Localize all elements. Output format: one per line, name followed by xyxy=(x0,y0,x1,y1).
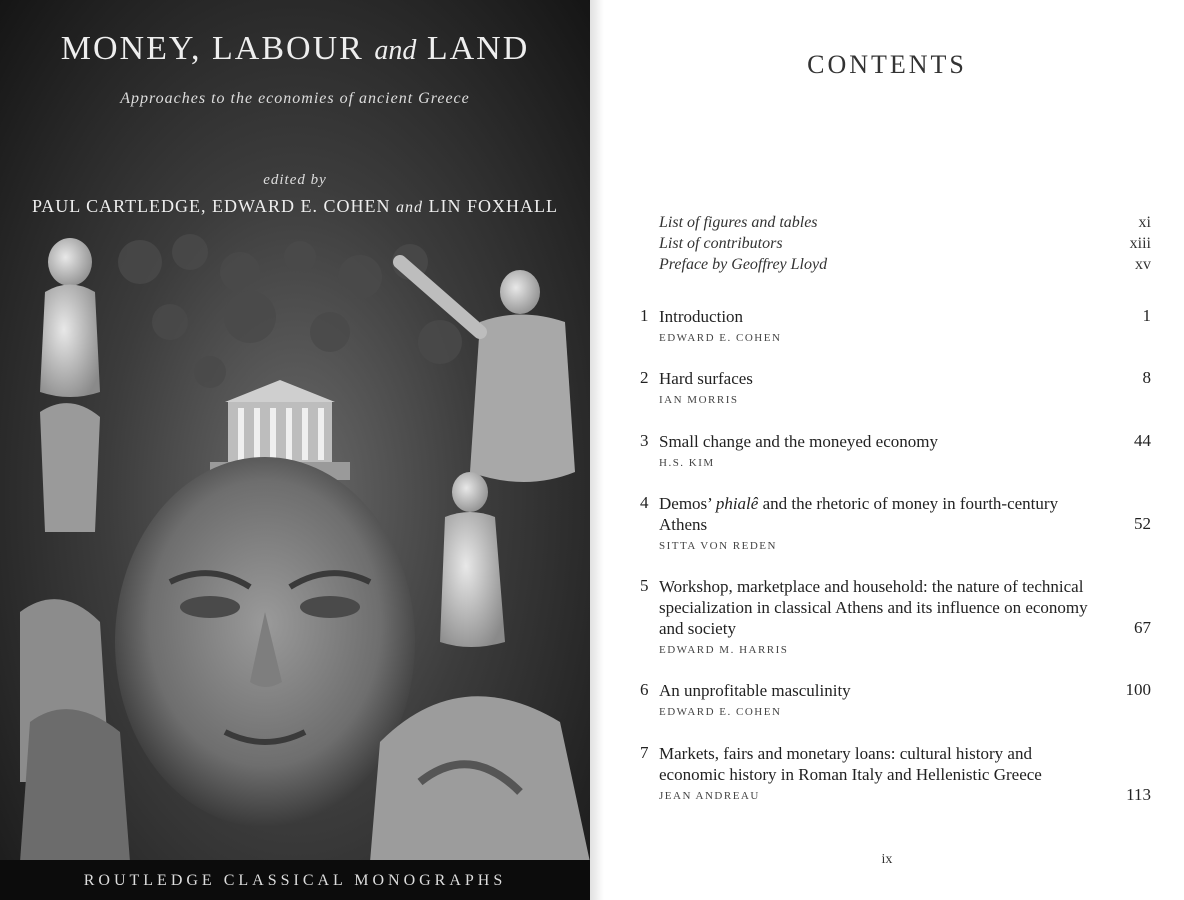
chapter-author: EDWARD E. COHEN xyxy=(659,706,782,718)
chapter-entry-2[interactable] xyxy=(630,368,1151,406)
chapter-title: Demos’ phialê and the rhetoric of money in fourth-century Athens xyxy=(659,494,1059,534)
page-folio: ix xyxy=(881,852,893,867)
cover-editors: PAUL CARTLEDGE, EDWARD E. COHEN and LIN FOXHALL xyxy=(31,196,559,216)
laocoon-group xyxy=(370,696,590,862)
chapter-number: 7 xyxy=(640,743,649,762)
chapter-title: Workshop, marketplace and household: the nature of technical specialization in classical Athens and its influence on economy and society xyxy=(659,577,1088,638)
chapter-title: An unprofitable masculinity xyxy=(659,681,851,700)
chapter-author: EDWARD M. HARRIS xyxy=(659,644,789,656)
chapter-page: 67 xyxy=(1134,618,1151,637)
chapter-author: H.S. KIM xyxy=(659,457,715,469)
chapter-page: 52 xyxy=(1134,514,1151,533)
cover-subtitle: Approaches to the economies of ancient Greece xyxy=(120,90,470,107)
front-matter-page: xiii xyxy=(1129,235,1151,252)
front-matter-item[interactable] xyxy=(659,256,1151,274)
contents-page xyxy=(590,0,1184,900)
cover-collage-image xyxy=(0,222,590,862)
chapter-page: 100 xyxy=(1125,680,1151,699)
chapter-number: 1 xyxy=(640,306,649,325)
lower-left-statues xyxy=(20,599,130,862)
chapter-page: 1 xyxy=(1142,306,1151,325)
chapter-number: 6 xyxy=(640,680,649,699)
chapter-title: Small change and the moneyed economy xyxy=(659,432,938,451)
chapter-number: 4 xyxy=(640,493,649,512)
chapter-entry-4[interactable] xyxy=(630,493,1151,552)
chapter-entry-3[interactable] xyxy=(630,431,1151,469)
front-matter-title: List of figures and tables xyxy=(659,214,818,231)
chapter-entry-5[interactable] xyxy=(630,576,1151,656)
cover-edited-by: edited by xyxy=(263,172,327,188)
front-matter-title: Preface by Geoffrey Lloyd xyxy=(659,256,828,273)
chapter-title: Markets, fairs and monetary loans: cultural history and economic history in Roman Italy and Hellenistic Greece xyxy=(659,744,1042,784)
gutter-shadow xyxy=(590,0,604,900)
chapter-author: SITTA VON REDEN xyxy=(659,540,777,552)
chapter-entry-1[interactable] xyxy=(630,306,1151,344)
contents-heading: CONTENTS xyxy=(807,50,967,79)
chapter-number: 3 xyxy=(640,431,649,450)
chapter-page: 113 xyxy=(1126,785,1151,804)
front-matter-page: xv xyxy=(1135,256,1151,273)
chapter-number: 2 xyxy=(640,368,649,387)
series-banner: ROUTLEDGE CLASSICAL MONOGRAPHS xyxy=(0,860,590,900)
chapter-author: JEAN ANDREAU xyxy=(659,790,760,802)
front-matter-title: List of contributors xyxy=(659,235,783,252)
chapter-page: 44 xyxy=(1134,431,1151,450)
greek-head-sculpture xyxy=(115,457,415,827)
chapter-author: IAN MORRIS xyxy=(659,394,739,406)
chapter-page: 8 xyxy=(1142,368,1151,387)
cover-title: MONEY, LABOUR and LAND xyxy=(60,30,530,67)
book-cover xyxy=(0,0,590,900)
chapter-number: 5 xyxy=(640,576,649,595)
chapter-entry-7[interactable] xyxy=(630,743,1151,802)
chapter-author: EDWARD E. COHEN xyxy=(659,332,782,344)
chapter-title: Introduction xyxy=(659,307,744,326)
front-matter-page: xi xyxy=(1138,214,1151,231)
nymph-statue xyxy=(440,472,505,647)
front-matter-item[interactable] xyxy=(659,235,1151,253)
chapter-title: Hard surfaces xyxy=(659,369,753,388)
chapter-entry-6[interactable] xyxy=(630,680,1151,718)
venus-statue xyxy=(40,238,100,532)
augustus-statue xyxy=(400,262,575,482)
front-matter-item[interactable] xyxy=(659,214,1151,232)
